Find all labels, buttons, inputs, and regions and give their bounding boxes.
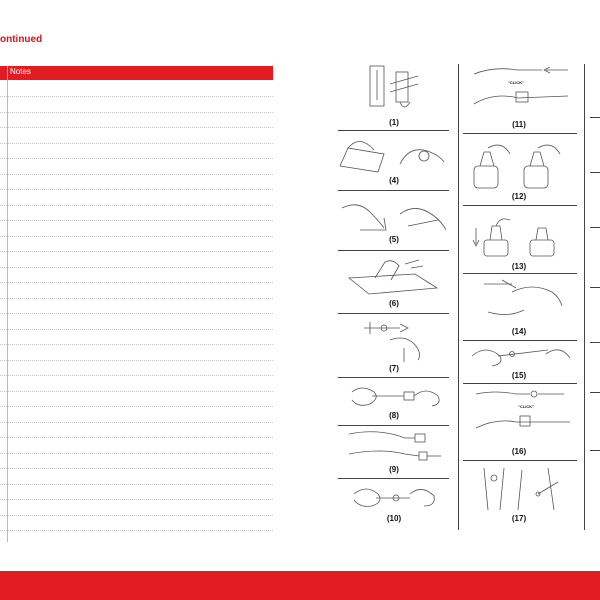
notes-line <box>0 515 273 516</box>
notes-line <box>0 158 273 159</box>
notes-line <box>0 437 273 438</box>
column-divider-left <box>458 64 459 530</box>
step-label-12: (12) <box>511 192 527 201</box>
click-annotation-16: "CLICK" <box>518 404 535 409</box>
notes-line <box>0 499 273 500</box>
illustration-step-15 <box>468 342 574 370</box>
step-label-13: (13) <box>511 262 527 271</box>
notes-line <box>0 236 273 237</box>
rule <box>463 340 577 341</box>
rule <box>338 250 449 251</box>
rule <box>590 172 600 173</box>
notes-table <box>0 66 273 542</box>
notes-line <box>0 267 273 268</box>
step-label-4: (4) <box>389 176 399 185</box>
notes-line <box>0 251 273 252</box>
notes-line <box>0 96 273 97</box>
notes-line <box>0 298 273 299</box>
notes-line <box>0 313 273 314</box>
notes-line <box>0 112 273 113</box>
notes-line <box>0 453 273 454</box>
rule <box>338 377 449 378</box>
step-label-15: (15) <box>511 371 527 380</box>
notes-line <box>0 375 273 376</box>
rule <box>463 205 577 206</box>
rule <box>463 460 577 461</box>
illustration-step-13 <box>470 210 572 260</box>
illustration-step-10 <box>350 482 442 512</box>
rule <box>590 342 600 343</box>
illustration-step-14 <box>482 278 572 322</box>
notes-line <box>0 422 273 423</box>
notes-line <box>0 391 273 392</box>
illustration-step-11 <box>472 64 576 116</box>
step-label-17: (17) <box>511 514 527 523</box>
section-title: ontinued <box>0 34 43 45</box>
illustration-step-8 <box>348 382 444 410</box>
rule <box>463 383 577 384</box>
step-label-7: (7) <box>389 364 399 373</box>
illustration-step-4 <box>338 136 448 176</box>
notes-line <box>0 344 273 345</box>
rule <box>338 425 449 426</box>
rule <box>463 273 577 274</box>
illustration-step-5 <box>340 196 448 236</box>
notes-line <box>0 205 273 206</box>
rule <box>338 130 449 131</box>
column-divider-right <box>584 64 585 530</box>
notes-line <box>0 468 273 469</box>
notes-line <box>0 530 273 531</box>
step-label-1: (1) <box>389 118 399 127</box>
step-label-6: (6) <box>389 299 399 308</box>
illustration-step-16 <box>474 386 574 440</box>
notes-line <box>0 282 273 283</box>
step-label-5: (5) <box>389 235 399 244</box>
illustration-step-17 <box>478 464 574 510</box>
notes-line <box>0 174 273 175</box>
rule <box>338 190 449 191</box>
notes-line <box>0 189 273 190</box>
notes-line <box>0 406 273 407</box>
rule <box>338 478 449 479</box>
click-annotation-11: "CLICK" <box>508 80 525 85</box>
rule <box>590 117 600 118</box>
footer-bar <box>0 571 600 600</box>
rule <box>338 313 449 314</box>
notes-line <box>0 220 273 221</box>
rule <box>590 287 600 288</box>
notes-line <box>0 127 273 128</box>
illustration-step-6 <box>345 256 445 298</box>
step-label-14: (14) <box>511 327 527 336</box>
illustration-step-12 <box>468 138 574 190</box>
notes-line <box>0 360 273 361</box>
step-label-9: (9) <box>389 465 399 474</box>
step-label-16: (16) <box>511 447 527 456</box>
notes-line <box>0 143 273 144</box>
step-label-11: (11) <box>512 120 526 129</box>
notes-column-divider <box>7 66 8 542</box>
rule <box>590 450 600 451</box>
rule <box>463 133 577 134</box>
notes-column-label: Notes <box>10 67 31 76</box>
notes-line <box>0 329 273 330</box>
illustration-step-7 <box>360 318 440 362</box>
rule <box>590 227 600 228</box>
notes-line <box>0 484 273 485</box>
rule <box>590 392 600 393</box>
step-label-10: (10) <box>386 514 402 523</box>
step-label-8: (8) <box>389 411 399 420</box>
illustration-step-9 <box>345 428 445 464</box>
notes-header <box>0 66 273 80</box>
illustration-step-1 <box>360 64 430 116</box>
